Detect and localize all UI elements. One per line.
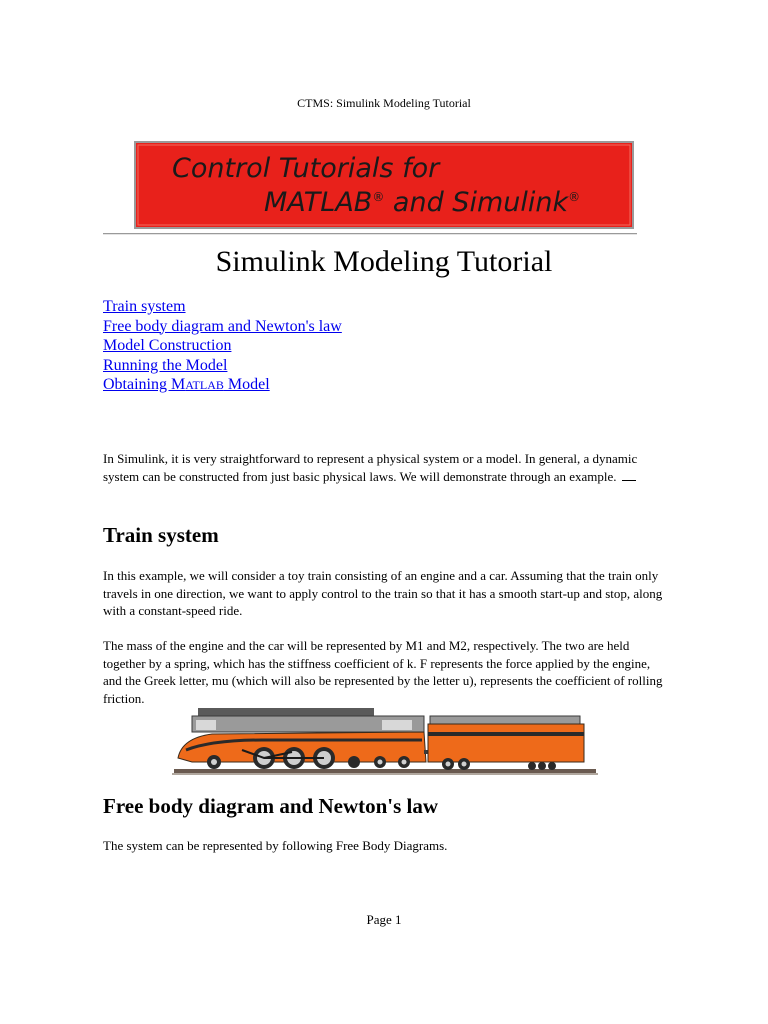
toc-item	[103, 356, 342, 376]
banner-simulink: and Simulink	[384, 187, 569, 218]
toc-link-prefix: Obtaining M	[103, 376, 186, 393]
toc-link-smallcaps: ATLAB	[185, 378, 224, 392]
toc-link-model-construction[interactable]: Model Construction	[103, 337, 232, 354]
ctms-banner-logo	[134, 141, 634, 229]
toc-link-free-body-diagram[interactable]: Free body diagram and Newton's law	[103, 317, 342, 335]
toc-link-running-model[interactable]: Running the Model	[103, 356, 228, 374]
banner-matlab: MATLAB	[264, 187, 373, 218]
toc-link-suffix: Model	[223, 376, 270, 393]
section-heading-fbd: Free body diagram and Newton's law	[103, 794, 439, 818]
train-paragraph-2: The mass of the engine and the car will be represented by M1 and M2, respectively. The two are held together by a spring, which has the stiffness coefficient of k. F represents the force applied by the engine, and the Greek letter, mu (which will also be represented by the letter u), represents the coefficient of rolling friction.	[103, 638, 663, 706]
toc-link-obtaining-matlab-model[interactable]	[103, 376, 270, 393]
intro-text: In Simulink, it is very straightforward to represent a physical system or a model. In general, a dynamic system can be constructed from just basic physical laws. We will demonstrate through an example.	[103, 451, 638, 484]
section-heading-train: Train system	[103, 523, 219, 547]
banner-line1: Control Tutorials for	[172, 153, 440, 184]
toc-item	[103, 375, 342, 396]
toc-item	[103, 297, 342, 317]
banner-reg-mark: ®	[372, 190, 385, 204]
banner-reg-mark-2: ®	[568, 190, 581, 204]
banner-graphic	[134, 141, 634, 229]
table-of-contents	[103, 297, 342, 396]
fbd-paragraph-1: The system can be represented by following Free Body Diagrams.	[103, 838, 448, 853]
page-title: Simulink Modeling Tutorial	[215, 245, 553, 278]
page-number: Page 1	[366, 912, 402, 927]
train-icon	[172, 706, 598, 778]
toc-item	[103, 317, 342, 337]
banner-line2	[264, 187, 580, 218]
anchor-underline	[622, 470, 636, 481]
running-header: CTMS: Simulink Modeling Tutorial	[297, 96, 471, 110]
intro-paragraph	[103, 450, 663, 485]
toc-item	[103, 336, 342, 356]
header-divider	[103, 233, 637, 235]
train-paragraph-1: In this example, we will consider a toy train consisting of an engine and a car. Assuming that the train only travels in one direction, we want to apply control to the train so that it has a smooth start-up and stop, along with a constant-speed ride.	[103, 568, 663, 618]
train-illustration	[172, 706, 598, 778]
toc-link-train-system[interactable]: Train system	[103, 298, 186, 315]
